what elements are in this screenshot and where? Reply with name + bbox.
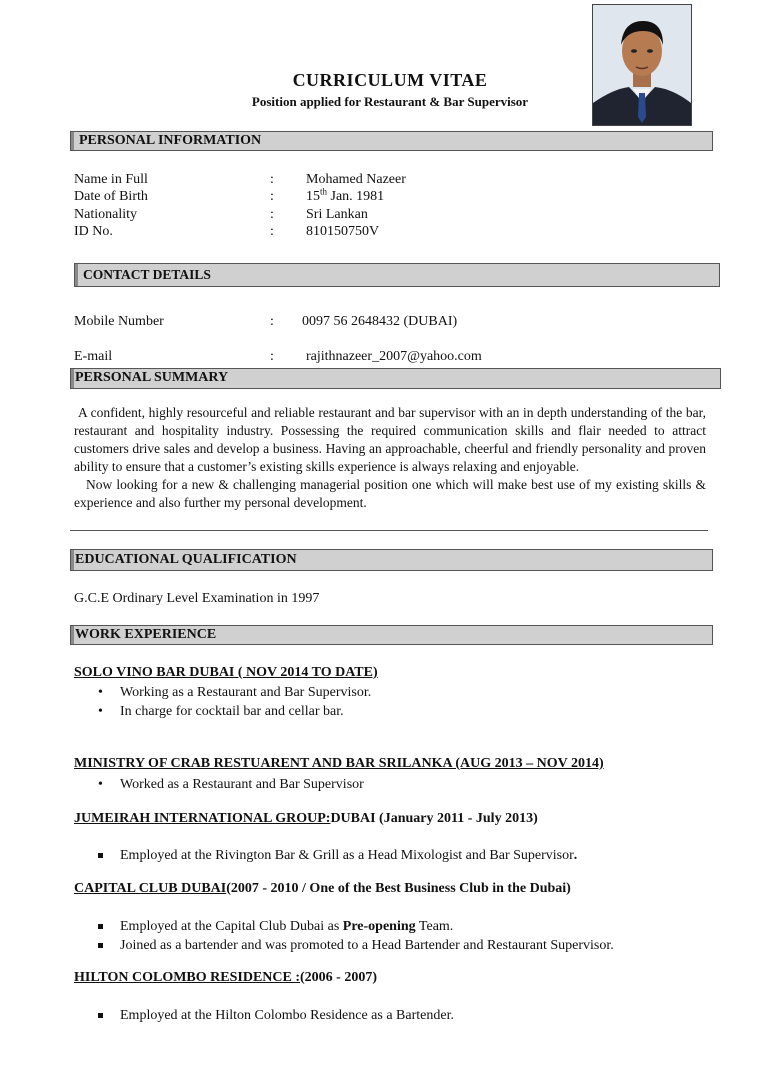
summary-divider xyxy=(70,530,708,531)
job-dates-jumeirah: DUBAI (January 2011 - July 2013) xyxy=(330,811,538,826)
list-item-text: In charge for cocktail bar and cellar bar. xyxy=(120,704,344,719)
info-row-nationality xyxy=(0,206,768,223)
info-row-id xyxy=(0,223,768,240)
info-value-nationality: Sri Lankan xyxy=(306,207,368,222)
job-heading-capital-club xyxy=(74,881,571,897)
list-item xyxy=(74,917,734,936)
job-heading-jumeirah xyxy=(74,811,538,827)
job-title-hilton: HILTON COLOMBO RESIDENCE : xyxy=(74,970,300,985)
section-heading-contact-details: CONTACT DETAILS xyxy=(74,263,720,287)
list-item-text-end: Team. xyxy=(415,919,454,934)
job-title-jumeirah: JUMEIRAH INTERNATIONAL GROUP: xyxy=(74,811,331,826)
list-item xyxy=(74,702,714,721)
list-item-text: Worked as a Restaurant and Bar Supervisor xyxy=(120,777,364,792)
info-label: Nationality xyxy=(74,207,137,222)
bullet-icon: • xyxy=(98,777,103,792)
info-separator: : xyxy=(270,207,274,222)
list-item xyxy=(74,775,714,794)
list-item-text: Working as a Restaurant and Bar Supervisor. xyxy=(120,685,372,700)
info-value-dob xyxy=(306,188,384,205)
contact-row-mobile xyxy=(0,313,768,330)
square-bullet-icon xyxy=(98,924,103,929)
job-title-solo-vino: SOLO VINO BAR DUBAI ( NOV 2014 TO DATE) xyxy=(74,665,378,680)
list-item xyxy=(74,846,714,865)
section-heading-work-experience: WORK EXPERIENCE xyxy=(70,625,713,645)
info-value-id: 810150750V xyxy=(306,224,380,239)
job-list-jumeirah xyxy=(74,846,714,865)
info-value-name: Mohamed Nazeer xyxy=(306,172,406,187)
square-bullet-icon xyxy=(98,853,103,858)
list-item-bold: Pre-opening xyxy=(342,919,416,934)
info-row-name xyxy=(0,171,768,188)
dob-suffix: th xyxy=(320,186,328,197)
contact-label-email: E-mail xyxy=(74,349,113,364)
contact-separator: : xyxy=(270,314,274,329)
summary-paragraph-1: A confident, highly resourceful and reliable restaurant and bar supervisor with an in depth understanding of the bar, restaurant and hospitality industry. Possessing the required communication skills and flair needed to attract customers drive sales and develop a business. Having an approachable, cheerful and friendly personality and proven ability to ensure that a customer’s existing skills experience is always relaxing and enjoyable. xyxy=(74,405,706,474)
contact-value-mobile: 0097 56 2648432 (DUBAI) xyxy=(302,314,458,329)
square-bullet-icon xyxy=(98,943,103,948)
list-item xyxy=(74,1006,714,1025)
list-item-text: Employed at the Capital Club Dubai as xyxy=(120,919,343,934)
dob-rest: Jan. 1981 xyxy=(327,189,385,204)
page-subtitle: Position applied for Restaurant & Bar Supervisor xyxy=(251,94,529,109)
contact-separator: : xyxy=(270,349,274,364)
square-bullet-icon xyxy=(98,1013,103,1018)
job-list-solo-vino xyxy=(74,683,714,721)
bullet-icon: • xyxy=(98,685,103,700)
section-heading-personal-summary: PERSONAL SUMMARY xyxy=(70,368,721,389)
job-list-capital-club xyxy=(74,917,734,955)
section-heading-personal-information: PERSONAL INFORMATION xyxy=(70,131,713,151)
job-list-hilton xyxy=(74,1006,714,1025)
job-title-capital-club: CAPITAL CLUB DUBAI xyxy=(74,881,227,896)
list-item-tail: . xyxy=(573,848,578,863)
list-item-text: Employed at the Hilton Colombo Residence as a Bartender. xyxy=(120,1008,454,1023)
info-label: ID No. xyxy=(74,224,113,239)
list-item xyxy=(74,936,734,955)
job-title-ministry-of-crab: MINISTRY OF CRAB RESTUARENT AND BAR SRILANKA (AUG 2013 – NOV 2014) xyxy=(74,756,604,771)
job-heading-hilton xyxy=(74,970,377,986)
section-heading-education: EDUCATIONAL QUALIFICATION xyxy=(70,549,713,571)
info-label: Name in Full xyxy=(74,172,148,187)
summary-text xyxy=(74,404,706,512)
info-row-dob xyxy=(0,188,768,205)
list-item xyxy=(74,683,714,702)
contact-label-mobile: Mobile Number xyxy=(74,314,164,329)
job-dates-capital-club: (2007 - 2010 / One of the Best Business Club in the Dubai) xyxy=(226,881,571,896)
list-item-text: Joined as a bartender and was promoted to a Head Bartender and Restaurant Supervisor. xyxy=(120,938,614,953)
info-separator: : xyxy=(270,172,274,187)
info-separator: : xyxy=(270,189,274,204)
contact-value-email[interactable]: rajithnazeer_2007@yahoo.com xyxy=(306,349,482,364)
bullet-icon: • xyxy=(98,704,103,719)
list-item-text: Employed at the Rivington Bar & Grill as a Head Mixologist and Bar Supervisor xyxy=(120,848,574,863)
education-item: G.C.E Ordinary Level Examination in 1997 xyxy=(74,591,320,606)
job-list-ministry-of-crab xyxy=(74,775,714,794)
info-label: Date of Birth xyxy=(74,189,148,204)
page-title: CURRICULUM VITAE xyxy=(292,70,488,90)
job-dates-hilton: (2006 - 2007) xyxy=(300,970,377,985)
contact-row-email xyxy=(0,348,768,365)
info-separator: : xyxy=(270,224,274,239)
dob-day: 15 xyxy=(306,189,320,204)
summary-paragraph-2: Now looking for a new & challenging managerial position one which will make best use of my existing skills & experience and also further my personal development. xyxy=(74,477,706,510)
